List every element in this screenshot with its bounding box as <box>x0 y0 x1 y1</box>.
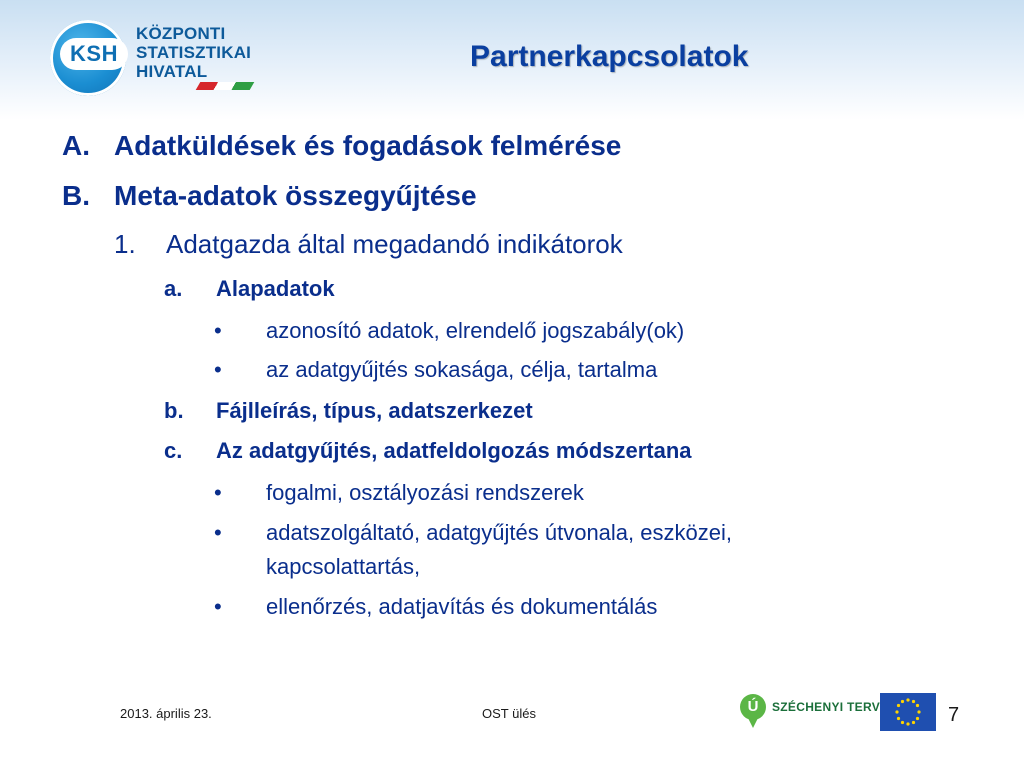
szechenyi-logo-icon: Ú <box>740 694 766 720</box>
hungarian-flag-stripe <box>196 82 255 90</box>
list-bullet-item: az adatgyűjtés sokasága, célja, tartalma <box>266 357 658 382</box>
ksh-logo-name <box>136 24 251 81</box>
list-item-sub-c: Az adatgyűjtés, adatfeldolgozás módszertana <box>216 438 692 463</box>
list-item-b: Meta-adatok összegyűjtése <box>114 180 477 211</box>
list-bullet-item-continuation: kapcsolattartás, <box>266 554 421 579</box>
list-item-sub-a: Alapadatok <box>216 276 335 301</box>
szechenyi-logo-text: SZÉCHENYI TERV <box>772 700 880 714</box>
ksh-logo-line-2: STATISZTIKAI <box>136 43 252 62</box>
ksh-logo <box>50 16 255 98</box>
list-marker-b: B. <box>62 180 90 211</box>
list-item-1: Adatgazda által megadandó indikátorok <box>166 229 623 259</box>
page-number: 7 <box>948 704 960 726</box>
eu-stars <box>880 693 936 731</box>
list-bullet-item: ellenőrzés, adatjavítás és dokumentálás <box>266 594 658 619</box>
list-marker-sub-a: a. <box>164 276 183 301</box>
list-marker-1: 1. <box>114 229 136 259</box>
bullet-icon: • <box>214 520 222 545</box>
list-marker-a: A. <box>62 130 90 161</box>
list-bullet-item: azonosító adatok, elrendelő jogszabály(ok) <box>266 318 685 343</box>
footer-date: 2013. április 23. <box>120 706 212 721</box>
list-marker-sub-b: b. <box>164 398 184 423</box>
bullet-icon: • <box>214 318 222 343</box>
bullet-icon: • <box>214 594 222 619</box>
szechenyi-logo-pin <box>747 716 759 728</box>
ksh-logo-line-3: HIVATAL <box>136 62 208 81</box>
bullet-icon: • <box>214 357 222 382</box>
slide-title: Partnerkapcsolatok <box>470 40 749 73</box>
list-marker-sub-c: c. <box>164 438 183 463</box>
list-item-sub-b: Fájlleírás, típus, adatszerkezet <box>216 398 533 423</box>
ksh-logo-initials: KSH <box>60 38 128 70</box>
ksh-logo-line-1: KÖZPONTI <box>136 24 226 43</box>
footer-event: OST ülés <box>482 706 536 721</box>
bullet-icon: • <box>214 480 222 505</box>
eu-flag-icon <box>880 693 936 731</box>
list-bullet-item: adatszolgáltató, adatgyűjtés útvonala, eszközei, <box>266 520 732 545</box>
list-item-a: Adatküldések és fogadások felmérése <box>114 130 622 161</box>
list-bullet-item: fogalmi, osztályozási rendszerek <box>266 480 584 505</box>
